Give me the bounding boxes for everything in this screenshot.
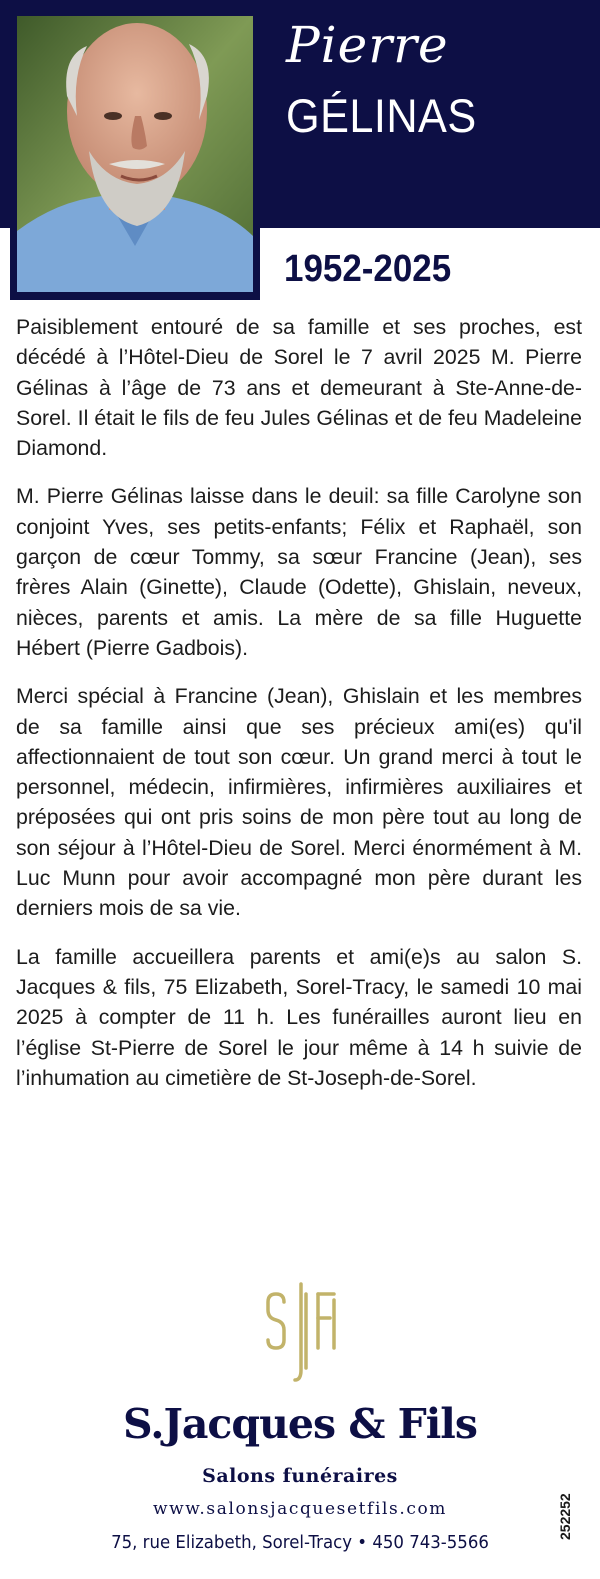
- funeral-home-name: S.Jacques & Fils: [123, 1400, 477, 1448]
- funeral-home-subtitle: Salons funéraires: [202, 1465, 398, 1487]
- portrait-photo: [17, 16, 253, 292]
- first-name: Pierre: [286, 16, 449, 74]
- funeral-home-address: 75, rue Elizabeth, Sorel-Tracy • 450 743-5566: [111, 1532, 489, 1553]
- last-name: GÉLINAS: [286, 89, 477, 142]
- paragraph-arrangements: La famille accueillera parents et ami(e)s au salon S. Jacques & fils, 75 Elizabeth, Sorel-Tracy, le samedi 10 mai 2025 à compter de 11 h. Les funérailles auront lieu en l’église St-Pierre de Sorel le jour même à 14 h suivie de l’inhumation au cimetière de St-Joseph-de-Sorel.: [16, 944, 582, 1090]
- paragraph-survivors: M. Pierre Gélinas laisse dans le deuil: sa fille Carolyne son conjoint Yves, ses petits-enfants; Félix et Raphaël, son garçon de cœur Tommy, sa sœur Francine (Jean), ses frères Alain (Ginette), Claude (Odette), Ghislain, neveux, nièces, parents et amis. La mère de sa fille Huguette Hébert (Pierre Gadbois).: [16, 484, 582, 660]
- paragraph-thanks: Merci spécial à Francine (Jean), Ghislain et les membres de sa famille ainsi que ses précieux ami(es) qu'il affectionnaient de tout son cœur. Un grand merci à tout le personnel, médecin, infirmières, infirmières auxiliaires et préposées qui ont pris soins de mon père tout au long de son séjour à l’Hôtel-Dieu de Sorel. Merci énormément à M. Luc Munn pour avoir accompagné mon père durant les derniers mois de sa vie.: [16, 684, 582, 921]
- paragraph-announcement: Paisiblement entouré de sa famille et ses proches, est décédé à l’Hôtel-Dieu de Sorel le 7 avril 2025 M. Pierre Gélinas à l’âge de 73 ans et demeurant à Ste-Anne-de-Sorel. Il était le fils de feu Jules Gélinas et de feu Madeleine Diamond.: [16, 315, 582, 461]
- life-years: 1952-2025: [284, 248, 452, 290]
- funeral-home-logo-mark: [262, 1280, 340, 1390]
- funeral-home-website[interactable]: www.salonsjacquesetfils.com: [152, 1499, 448, 1519]
- ad-number: 252252: [557, 1493, 573, 1540]
- obituary-text: [16, 312, 582, 1111]
